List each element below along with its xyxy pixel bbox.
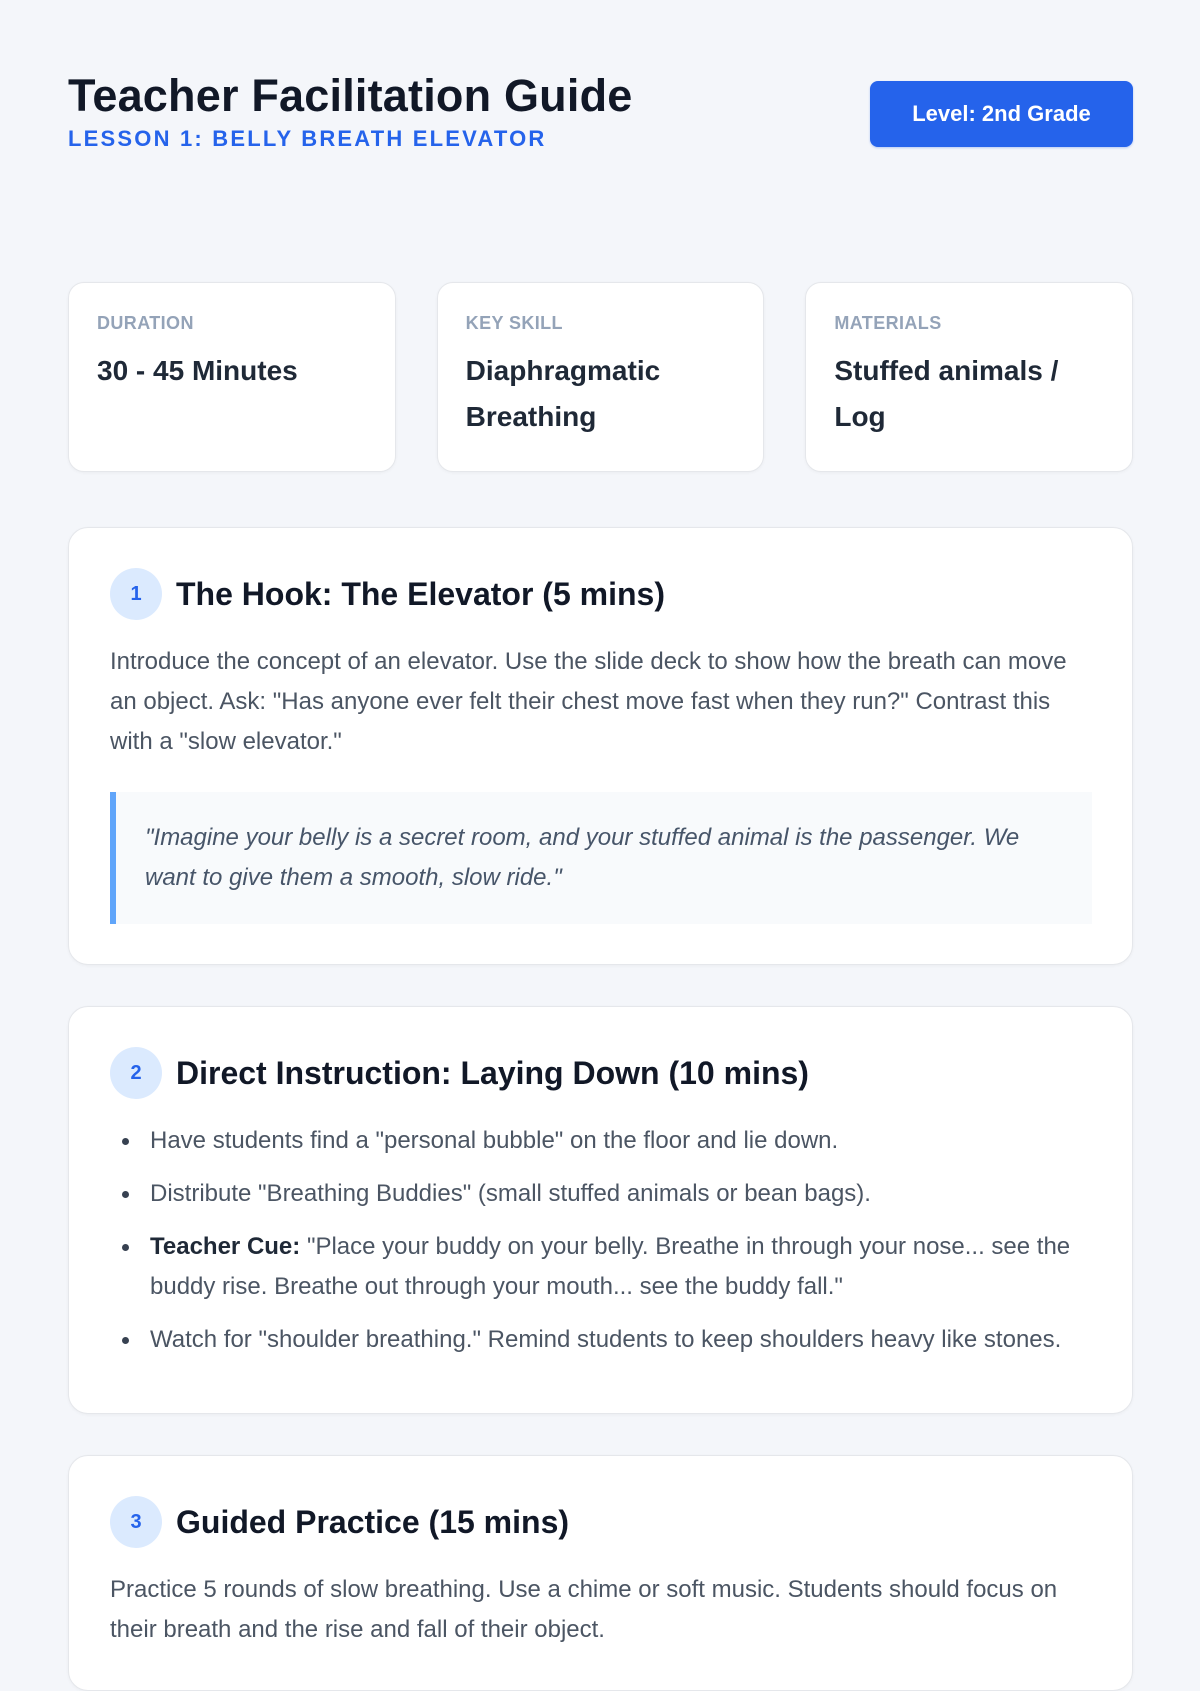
lesson-subtitle: LESSON 1: BELLY BREATH ELEVATOR xyxy=(68,126,547,151)
section-number-badge: 2 xyxy=(110,1047,162,1099)
section-body: Introduce the concept of an elevator. Use the slide deck to show how the breath can move an object. Ask: "Has anyone ever felt their chest move fast when they run?" Contrast this with a "slow elevator." xyxy=(110,648,1067,755)
level-badge[interactable]: Level: 2nd Grade xyxy=(870,81,1133,147)
list-item xyxy=(110,1227,1092,1307)
title-block xyxy=(68,68,633,152)
teacher-cue-text: "Place your buddy on your belly. Breathe in through your nose... see the buddy rise. Breathe out through your mouth... see the buddy fall." xyxy=(150,1233,1071,1300)
info-card-duration xyxy=(68,282,396,472)
teacher-cue-label: Teacher Cue: xyxy=(150,1233,301,1260)
info-value: Diaphragmatic Breathing xyxy=(465,355,661,432)
section-title: Guided Practice (15 mins) xyxy=(176,1503,570,1540)
page-title: Teacher Facilitation Guide xyxy=(68,70,633,121)
header xyxy=(68,68,1133,228)
section-header xyxy=(110,1047,1092,1099)
section-header xyxy=(110,568,1092,620)
teacher-quote: "Imagine your belly is a secret room, and your stuffed animal is the passenger. We want to give them a smooth, slow ride." xyxy=(110,792,1092,924)
section-title: Direct Instruction: Laying Down (10 mins) xyxy=(176,1054,809,1091)
section-direct-instruction xyxy=(68,1006,1133,1414)
info-card-key-skill xyxy=(437,282,765,472)
section-number-badge: 3 xyxy=(110,1496,162,1548)
info-card-materials xyxy=(805,282,1133,472)
list-item: Have students find a "personal bubble" on the floor and lie down. xyxy=(110,1121,1092,1161)
section-title: The Hook: The Elevator (5 mins) xyxy=(176,575,665,612)
section-body: Practice 5 rounds of slow breathing. Use a chime or soft music. Students should focus on their breath and the rise and fall of their object. xyxy=(110,1576,1058,1643)
info-value: 30 - 45 Minutes xyxy=(97,355,298,386)
list-item: Distribute "Breathing Buddies" (small stuffed animals or bean bags). xyxy=(110,1174,1092,1214)
section-guided-practice xyxy=(68,1455,1133,1691)
info-label: KEY SKILL xyxy=(465,313,563,333)
info-value: Stuffed animals / Log xyxy=(834,355,1059,432)
instruction-list xyxy=(110,1121,1092,1360)
section-header xyxy=(110,1496,1092,1548)
section-number-badge: 1 xyxy=(110,568,162,620)
info-label: DURATION xyxy=(97,313,194,333)
list-item: Watch for "shoulder breathing." Remind students to keep shoulders heavy like stones. xyxy=(110,1320,1092,1360)
info-label: MATERIALS xyxy=(834,313,942,333)
section-hook xyxy=(68,527,1133,965)
info-cards xyxy=(68,282,1133,472)
